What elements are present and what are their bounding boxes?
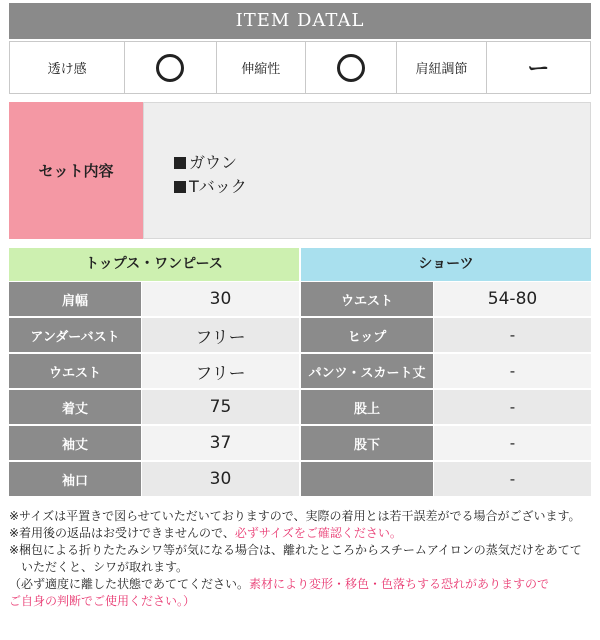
- size-value: 75: [141, 389, 299, 424]
- item-detail-header: ITEM DATAL: [9, 3, 591, 39]
- size-value: フリー: [141, 317, 299, 352]
- set-item-label: Tバック: [189, 177, 247, 196]
- size-key: ヒップ: [301, 317, 433, 352]
- size-key: 肩幅: [9, 281, 141, 316]
- size-value: -: [433, 317, 591, 352]
- table-row: [9, 425, 299, 461]
- size-key: 袖丈: [9, 425, 141, 460]
- set-contents-list: [143, 102, 591, 239]
- size-key: 着丈: [9, 389, 141, 424]
- size-key: ウエスト: [9, 353, 141, 388]
- set-contents-label: セット内容: [9, 102, 143, 239]
- size-value: -: [433, 461, 591, 496]
- note-warning-text: 素材により変形・移色・色落ちする恐れがありますので: [249, 577, 550, 591]
- shorts-size-table-title: ショーツ: [301, 248, 591, 281]
- circle-mark-icon: [156, 54, 184, 82]
- table-row: [9, 461, 299, 497]
- table-row: [9, 317, 299, 353]
- size-value: 37: [141, 425, 299, 460]
- size-key: パンツ・スカート丈: [301, 353, 433, 388]
- feature-row: [9, 41, 591, 94]
- note-line: いただくと、シワが取れます。: [21, 560, 189, 574]
- table-row: [301, 389, 591, 425]
- set-contents-block: [9, 102, 591, 239]
- size-value: -: [433, 389, 591, 424]
- note-text: （必ず適度に離した状態であててください。: [9, 577, 250, 591]
- table-row: [9, 281, 299, 317]
- feature-label-transparency: 透け感: [10, 42, 125, 93]
- tops-size-table-title: トップス・ワンピース: [9, 248, 299, 281]
- note-text: ※着用後の返品はお受けできませんので、: [9, 526, 235, 540]
- size-value: 30: [141, 281, 299, 316]
- size-key: アンダーバスト: [9, 317, 141, 352]
- square-bullet-icon: [174, 157, 186, 169]
- table-row: [301, 317, 591, 353]
- table-row: [9, 389, 299, 425]
- size-key: 股下: [301, 425, 433, 460]
- set-item-label: ガウン: [189, 153, 238, 172]
- note-warning-line: ご自身の判断でご使用ください。）: [9, 594, 196, 608]
- table-row: [301, 461, 591, 497]
- note-line: [9, 525, 597, 542]
- tops-size-table: [9, 248, 299, 497]
- feature-label-stretch: 伸縮性: [217, 42, 306, 93]
- set-item: [174, 175, 590, 199]
- feature-value-transparency: [125, 42, 216, 93]
- table-row: [301, 425, 591, 461]
- size-key: [301, 461, 433, 496]
- square-bullet-icon: [174, 181, 186, 193]
- note-line: ※梱包による折りたたみシワ等が気になる場合は、離れたところからスチームアイロンの蒸気だけをあてて: [9, 543, 582, 557]
- size-value: -: [433, 425, 591, 460]
- size-key: 袖口: [9, 461, 141, 496]
- size-notes: [9, 508, 597, 610]
- set-item: [174, 151, 590, 175]
- table-row: [301, 281, 591, 317]
- size-key: ウエスト: [301, 281, 433, 316]
- table-row: [301, 353, 591, 389]
- note-line: [9, 576, 597, 593]
- shorts-size-table: [301, 248, 591, 497]
- size-key: 股上: [301, 389, 433, 424]
- table-row: [9, 353, 299, 389]
- feature-value-stretch: [306, 42, 397, 93]
- size-value: フリー: [141, 353, 299, 388]
- size-value: 30: [141, 461, 299, 496]
- note-warning-text: 必ずサイズをご確認ください。: [234, 526, 402, 540]
- size-value: 54-80: [433, 281, 591, 316]
- size-value: -: [433, 353, 591, 388]
- dash-mark-icon: ー: [527, 57, 550, 82]
- feature-value-strap-adjust: [487, 42, 590, 93]
- feature-label-strap-adjust: 肩紐調節: [397, 42, 486, 93]
- note-line: ※サイズは平置きで図らせていただいておりますので、実際の着用とは若干誤差がでる場合がございます。: [9, 509, 581, 523]
- circle-mark-icon: [337, 54, 365, 82]
